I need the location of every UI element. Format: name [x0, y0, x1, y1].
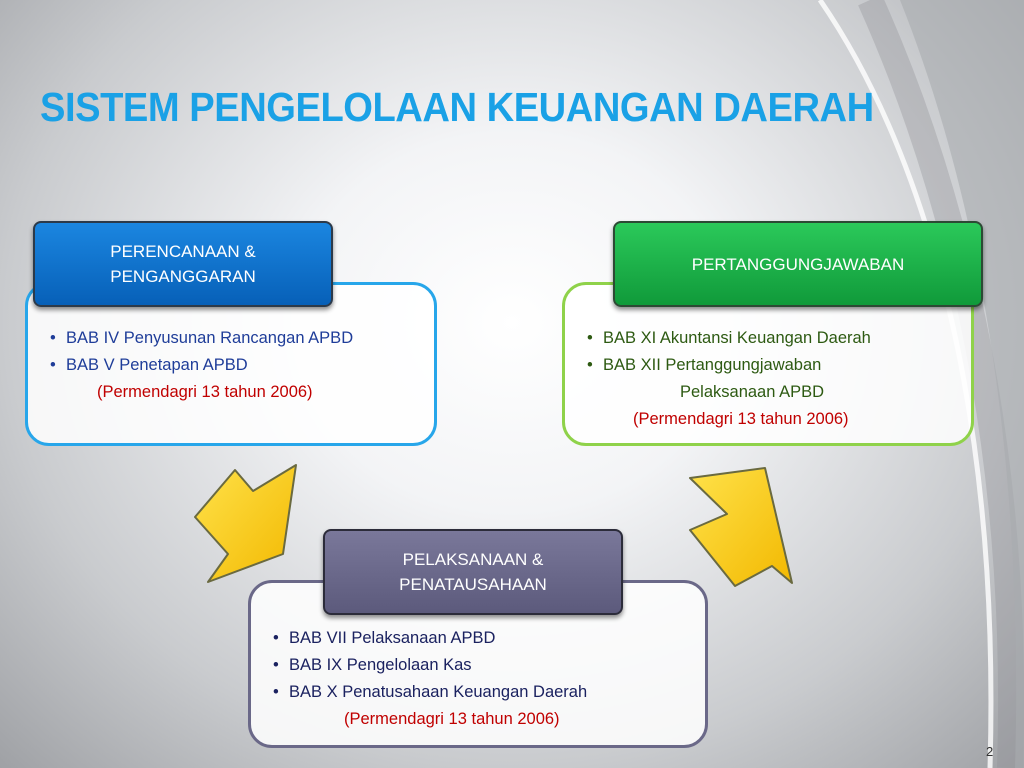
execution-header-line2: PENATAUSAHAAN [399, 575, 547, 594]
execution-reference: (Permendagri 13 tahun 2006) [344, 710, 560, 728]
accountability-reference: (Permendagri 13 tahun 2006) [633, 410, 849, 428]
list-item: • BAB IX Pengelolaan Kas [273, 656, 472, 674]
slide-title: SISTEM PENGELOLAAN KEUANGAN DAERAH [40, 84, 874, 130]
accountability-header-text: PERTANGGUNGJAWABAN [691, 254, 905, 274]
list-item: • BAB V Penetapan APBD [50, 356, 248, 374]
accountability-item-continuation: Pelaksanaan APBD [680, 383, 825, 401]
planning-reference: (Permendagri 13 tahun 2006) [97, 383, 313, 401]
list-item: • BAB VII Pelaksanaan APBD [273, 629, 496, 647]
list-item: • BAB XII Pertanggungjawaban [587, 356, 822, 374]
planning-header-line1: PERENCANAAN & [110, 242, 256, 261]
page-number: 2 [986, 744, 994, 759]
planning-list [50, 325, 354, 379]
accountability-list [587, 325, 871, 379]
execution-list [273, 625, 588, 706]
accountability-header [613, 221, 983, 307]
planning-header [33, 221, 333, 307]
list-item: • BAB IV Penyusunan Rancangan APBD [50, 329, 354, 347]
execution-header [323, 529, 623, 615]
list-item: • BAB XI Akuntansi Keuangan Daerah [587, 329, 871, 347]
list-item: • BAB X Penatusahaan Keuangan Daerah [273, 683, 588, 701]
planning-header-line2: PENGANGGARAN [110, 267, 256, 286]
execution-header-line1: PELAKSANAAN & [402, 550, 544, 569]
